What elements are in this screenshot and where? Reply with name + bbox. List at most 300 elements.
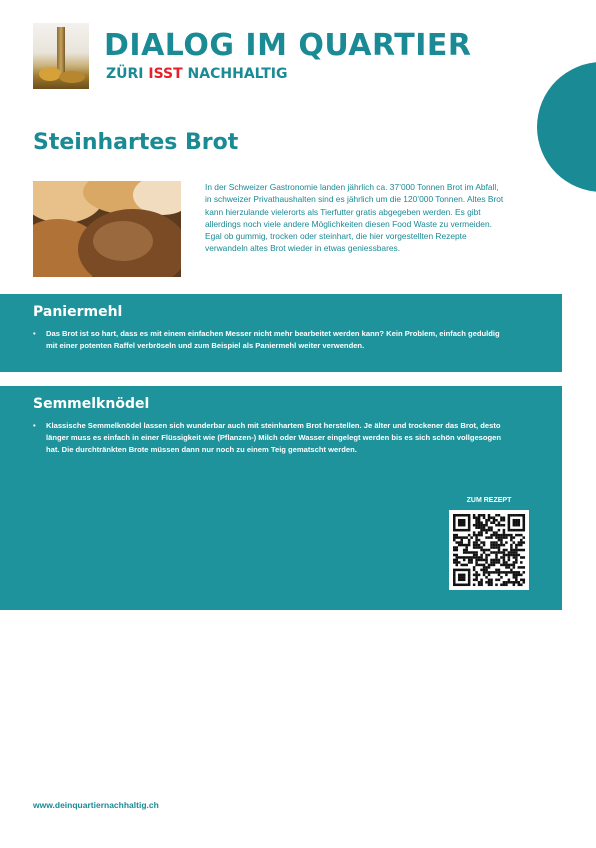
- qr-module: [453, 559, 456, 562]
- qr-module: [475, 564, 478, 567]
- qr-module: [523, 514, 526, 517]
- qr-module: [478, 559, 481, 562]
- qr-module: [503, 584, 506, 587]
- qr-module: [508, 516, 511, 519]
- qr-module: [498, 539, 501, 542]
- qr-module: [480, 529, 483, 532]
- qr-module: [510, 534, 513, 537]
- qr-module: [488, 519, 491, 522]
- qr-module: [500, 551, 503, 554]
- qr-module: [515, 514, 518, 517]
- qr-module: [478, 524, 481, 527]
- qr-module: [515, 581, 518, 584]
- qr-module: [500, 534, 503, 537]
- qr-module: [495, 531, 498, 534]
- qr-module: [508, 529, 511, 532]
- qr-module: [518, 566, 521, 569]
- qr-module: [505, 536, 508, 539]
- qr-module: [483, 549, 486, 552]
- qr-module: [463, 529, 466, 532]
- qr-module: [508, 554, 511, 557]
- qr-module: [520, 541, 523, 544]
- qr-module: [495, 534, 498, 537]
- qr-module: [493, 561, 496, 564]
- qr-module: [518, 519, 521, 522]
- logo-photo: [33, 23, 89, 89]
- qr-module: [515, 546, 518, 549]
- qr-module: [485, 554, 488, 557]
- qr-module: [468, 544, 471, 547]
- qr-module: [478, 526, 481, 529]
- qr-module: [500, 524, 503, 527]
- qr-module: [508, 559, 511, 562]
- qr-module: [498, 551, 501, 554]
- qr-module: [473, 584, 476, 587]
- qr-module: [510, 536, 513, 539]
- qr-module: [520, 549, 523, 552]
- qr-module: [523, 566, 526, 569]
- qr-module: [503, 559, 506, 562]
- qr-module: [495, 569, 498, 572]
- qr-module: [520, 544, 523, 547]
- qr-module: [505, 574, 508, 577]
- qr-module: [505, 581, 508, 584]
- qr-module: [485, 576, 488, 579]
- qr-module: [503, 516, 506, 519]
- qr-module: [495, 541, 498, 544]
- qr-module: [488, 581, 491, 584]
- qr-module: [480, 521, 483, 524]
- qr-module: [523, 549, 526, 552]
- qr-module: [468, 574, 471, 577]
- qr-module: [473, 569, 476, 572]
- qr-module: [473, 534, 476, 537]
- qr-module: [465, 514, 468, 517]
- qr-module: [505, 561, 508, 564]
- intro-paragraph-2: Egal ob gummig, trocken oder steinhart, die hier vorgestellten Rezepte verwandeln altes Brot wieder in etwas geniessbares.: [205, 231, 467, 254]
- qr-module: [503, 531, 506, 534]
- bullet-list: [33, 420, 503, 457]
- qr-module: [520, 534, 523, 537]
- qr-module: [455, 514, 458, 517]
- qr-module: [513, 551, 516, 554]
- qr-module: [503, 524, 506, 527]
- qr-module: [473, 516, 476, 519]
- qr-module: [460, 514, 463, 517]
- qr-module: [478, 546, 481, 549]
- qr-module: [518, 554, 521, 557]
- qr-module: [490, 581, 493, 584]
- qr-module: [518, 581, 521, 584]
- qr-module: [508, 571, 511, 574]
- qr-module: [453, 526, 456, 529]
- qr-module: [473, 544, 476, 547]
- qr-module: [468, 524, 471, 527]
- qr-module: [490, 561, 493, 564]
- qr-module: [455, 561, 458, 564]
- qr-module: [490, 551, 493, 554]
- qr-module: [453, 581, 456, 584]
- bullet-list: [33, 328, 503, 352]
- qr-module: [475, 534, 478, 537]
- qr-module: [470, 551, 473, 554]
- qr-module: [478, 581, 481, 584]
- qr-module: [463, 514, 466, 517]
- qr-module: [485, 524, 488, 527]
- qr-module: [483, 559, 486, 562]
- qr-module: [458, 576, 461, 579]
- qr-module: [473, 514, 476, 517]
- qr-module: [455, 569, 458, 572]
- qr-module: [493, 541, 496, 544]
- qr-module: [463, 559, 466, 562]
- qr-module: [460, 521, 463, 524]
- qr-module: [490, 534, 493, 537]
- qr-module: [515, 549, 518, 552]
- qr-module: [488, 571, 491, 574]
- qr-module: [455, 536, 458, 539]
- qr-module: [475, 574, 478, 577]
- qr-module: [495, 546, 498, 549]
- qr-module: [475, 546, 478, 549]
- qr-module: [483, 574, 486, 577]
- qr-module: [453, 549, 456, 552]
- qr-module: [483, 551, 486, 554]
- qr-module: [493, 516, 496, 519]
- qr-module: [515, 579, 518, 582]
- decorative-circle: [537, 62, 596, 192]
- qr-module: [508, 524, 511, 527]
- qr-module: [488, 536, 491, 539]
- qr-module: [455, 559, 458, 562]
- qr-module: [473, 566, 476, 569]
- bread-photo: [33, 181, 181, 277]
- qr-module: [498, 534, 501, 537]
- qr-module: [455, 554, 458, 557]
- qr-module: [468, 561, 471, 564]
- qr-module: [475, 519, 478, 522]
- qr-module: [475, 579, 478, 582]
- qr-module: [498, 546, 501, 549]
- qr-module: [460, 556, 463, 559]
- qr-module: [473, 541, 476, 544]
- qr-module: [468, 559, 471, 562]
- qr-module: [515, 551, 518, 554]
- qr-module: [455, 556, 458, 559]
- qr-module: [505, 549, 508, 552]
- qr-module: [483, 544, 486, 547]
- qr-module: [490, 521, 493, 524]
- article-heading: Steinhartes Brot: [33, 130, 239, 155]
- qr-module: [468, 579, 471, 582]
- qr-module: [503, 556, 506, 559]
- qr-module: [473, 524, 476, 527]
- qr-module: [495, 561, 498, 564]
- qr-module: [498, 579, 501, 582]
- qr-module: [485, 569, 488, 572]
- qr-module: [508, 521, 511, 524]
- qr-module: [468, 529, 471, 532]
- qr-module: [468, 539, 471, 542]
- qr-module: [468, 534, 471, 537]
- qr-module: [513, 519, 516, 522]
- qr-module: [490, 536, 493, 539]
- qr-module: [478, 539, 481, 542]
- qr-module: [483, 564, 486, 567]
- qr-module: [495, 536, 498, 539]
- qr-module: [518, 521, 521, 524]
- qr-module: [500, 564, 503, 567]
- list-item: • Klassische Semmelknödel lassen sich wunderbar auch mit steinhartem Brot herstellen. Je älter und trockener das Brot, desto länger muss es einfach in einer Flüssigkeit wie (Pflanzen-) Milch oder Wasser eingelegt werden bis es sich schön vollgesogen hat. Die durchtränkten Brote müssen dann nur noch zu einem Teig gematscht werden.: [33, 421, 502, 455]
- qr-module: [515, 556, 518, 559]
- qr-module: [463, 584, 466, 587]
- qr-module: [493, 519, 496, 522]
- qr-module: [458, 529, 461, 532]
- qr-module: [468, 541, 471, 544]
- qr-module: [510, 571, 513, 574]
- qr-module: [515, 559, 518, 562]
- qr-module: [458, 584, 461, 587]
- qr-module: [468, 526, 471, 529]
- qr-module: [495, 554, 498, 557]
- qr-module: [453, 569, 456, 572]
- qr-module: [468, 569, 471, 572]
- qr-module: [463, 569, 466, 572]
- qr-module: [515, 561, 518, 564]
- qr-module: [498, 574, 501, 577]
- qr-module: [513, 529, 516, 532]
- section-title: Semmelknödel: [33, 396, 150, 412]
- qr-module: [498, 521, 501, 524]
- qr-code-icon[interactable]: [449, 510, 529, 590]
- qr-module: [490, 559, 493, 562]
- qr-module: [515, 529, 518, 532]
- qr-module: [490, 541, 493, 544]
- qr-module: [458, 524, 461, 527]
- qr-module: [468, 551, 471, 554]
- qr-module: [500, 519, 503, 522]
- qr-module: [495, 579, 498, 582]
- qr-module: [518, 541, 521, 544]
- qr-module: [488, 526, 491, 529]
- qr-module: [518, 544, 521, 547]
- qr-module: [503, 571, 506, 574]
- qr-module: [498, 536, 501, 539]
- qr-module: [490, 571, 493, 574]
- qr-module: [515, 519, 518, 522]
- qr-module: [503, 519, 506, 522]
- qr-module: [523, 519, 526, 522]
- qr-module: [485, 561, 488, 564]
- qr-module: [463, 544, 466, 547]
- list-item: • Das Brot ist so hart, dass es mit einem einfachen Messer nicht mehr bearbeitet werden kann? Kein Problem, einfach geduldig mit einer potenten Raffel verbröseln und zum Beispiel als Paniermehl weiter verwenden.: [33, 329, 500, 351]
- qr-module: [468, 519, 471, 522]
- qr-module: [520, 529, 523, 532]
- qr-module: [468, 516, 471, 519]
- qr-module: [500, 576, 503, 579]
- qr-module: [460, 544, 463, 547]
- qr-module: [513, 536, 516, 539]
- qr-module: [483, 516, 486, 519]
- qr-module: [510, 551, 513, 554]
- qr-label: ZUM REZEPT: [466, 497, 512, 504]
- qr-module: [523, 516, 526, 519]
- qr-module: [520, 561, 523, 564]
- qr-module: [500, 539, 503, 542]
- qr-module: [515, 571, 518, 574]
- qr-module: [460, 574, 463, 577]
- qr-module: [478, 531, 481, 534]
- qr-module: [470, 556, 473, 559]
- qr-module: [510, 549, 513, 552]
- subtitle-accent: ISST: [148, 66, 183, 82]
- qr-module: [500, 516, 503, 519]
- qr-module: [480, 569, 483, 572]
- qr-module: [508, 564, 511, 567]
- qr-module: [490, 579, 493, 582]
- qr-module: [510, 514, 513, 517]
- qr-module: [473, 574, 476, 577]
- qr-module: [508, 551, 511, 554]
- qr-module: [485, 566, 488, 569]
- qr-module: [515, 524, 518, 527]
- qr-module: [515, 574, 518, 577]
- qr-module: [480, 556, 483, 559]
- qr-module: [475, 536, 478, 539]
- qr-module: [458, 544, 461, 547]
- qr-module: [480, 549, 483, 552]
- qr-module: [488, 516, 491, 519]
- section-title: Paniermehl: [33, 304, 123, 320]
- qr-module: [453, 576, 456, 579]
- qr-module: [460, 541, 463, 544]
- qr-module: [465, 564, 468, 567]
- qr-module: [515, 521, 518, 524]
- qr-module: [513, 571, 516, 574]
- qr-module: [523, 529, 526, 532]
- qr-module: [493, 551, 496, 554]
- qr-module: [453, 534, 456, 537]
- qr-module: [453, 584, 456, 587]
- qr-module: [490, 516, 493, 519]
- qr-module: [500, 571, 503, 574]
- qr-module: [455, 564, 458, 567]
- qr-module: [495, 551, 498, 554]
- qr-module: [453, 579, 456, 582]
- qr-module: [453, 514, 456, 517]
- qr-module: [510, 544, 513, 547]
- qr-module: [505, 554, 508, 557]
- qr-module: [508, 519, 511, 522]
- qr-module: [478, 519, 481, 522]
- qr-module: [493, 521, 496, 524]
- qr-module: [483, 514, 486, 517]
- qr-module: [505, 584, 508, 587]
- qr-module: [520, 539, 523, 542]
- qr-module: [465, 544, 468, 547]
- qr-module: [505, 566, 508, 569]
- qr-module: [520, 584, 523, 587]
- footer-url[interactable]: www.deinquartiernachhaltig.ch: [33, 800, 159, 810]
- qr-module: [480, 541, 483, 544]
- qr-module: [475, 561, 478, 564]
- qr-module: [508, 514, 511, 517]
- qr-module: [518, 584, 521, 587]
- qr-module: [453, 521, 456, 524]
- qr-module: [520, 579, 523, 582]
- qr-module: [460, 579, 463, 582]
- qr-module: [485, 549, 488, 552]
- qr-module: [463, 524, 466, 527]
- qr-module: [503, 536, 506, 539]
- qr-module: [458, 521, 461, 524]
- qr-module: [483, 529, 486, 532]
- qr-module: [495, 556, 498, 559]
- qr-module: [460, 519, 463, 522]
- qr-module: [465, 556, 468, 559]
- qr-module: [465, 551, 468, 554]
- qr-module: [465, 529, 468, 532]
- qr-module: [455, 534, 458, 537]
- qr-module: [495, 584, 498, 587]
- qr-module: [468, 576, 471, 579]
- qr-module: [493, 544, 496, 547]
- qr-module: [475, 521, 478, 524]
- qr-module: [475, 559, 478, 562]
- qr-module: [520, 556, 523, 559]
- qr-module: [493, 546, 496, 549]
- bullet-icon: •: [33, 421, 36, 430]
- qr-module: [480, 554, 483, 557]
- qr-module: [463, 521, 466, 524]
- qr-module: [500, 536, 503, 539]
- qr-module: [498, 529, 501, 532]
- qr-module: [453, 574, 456, 577]
- qr-module: [518, 514, 521, 517]
- qr-module: [495, 571, 498, 574]
- qr-module: [473, 551, 476, 554]
- qr-module: [455, 529, 458, 532]
- qr-module: [505, 571, 508, 574]
- qr-module: [503, 544, 506, 547]
- qr-module: [518, 529, 521, 532]
- qr-module: [493, 531, 496, 534]
- qr-module: [485, 556, 488, 559]
- qr-module: [478, 514, 481, 517]
- qr-module: [518, 549, 521, 552]
- qr-module: [510, 564, 513, 567]
- qr-module: [473, 531, 476, 534]
- qr-module: [478, 574, 481, 577]
- qr-module: [523, 526, 526, 529]
- qr-module: [510, 554, 513, 557]
- qr-module: [473, 579, 476, 582]
- qr-module: [480, 564, 483, 567]
- qr-module: [473, 554, 476, 557]
- qr-module: [463, 574, 466, 577]
- qr-module: [493, 559, 496, 562]
- qr-module: [485, 559, 488, 562]
- qr-module: [490, 526, 493, 529]
- qr-module: [523, 524, 526, 527]
- qr-module: [518, 571, 521, 574]
- qr-module: [468, 521, 471, 524]
- qr-module: [488, 549, 491, 552]
- qr-module: [470, 559, 473, 562]
- qr-module: [460, 576, 463, 579]
- qr-module: [480, 559, 483, 562]
- qr-module: [513, 581, 516, 584]
